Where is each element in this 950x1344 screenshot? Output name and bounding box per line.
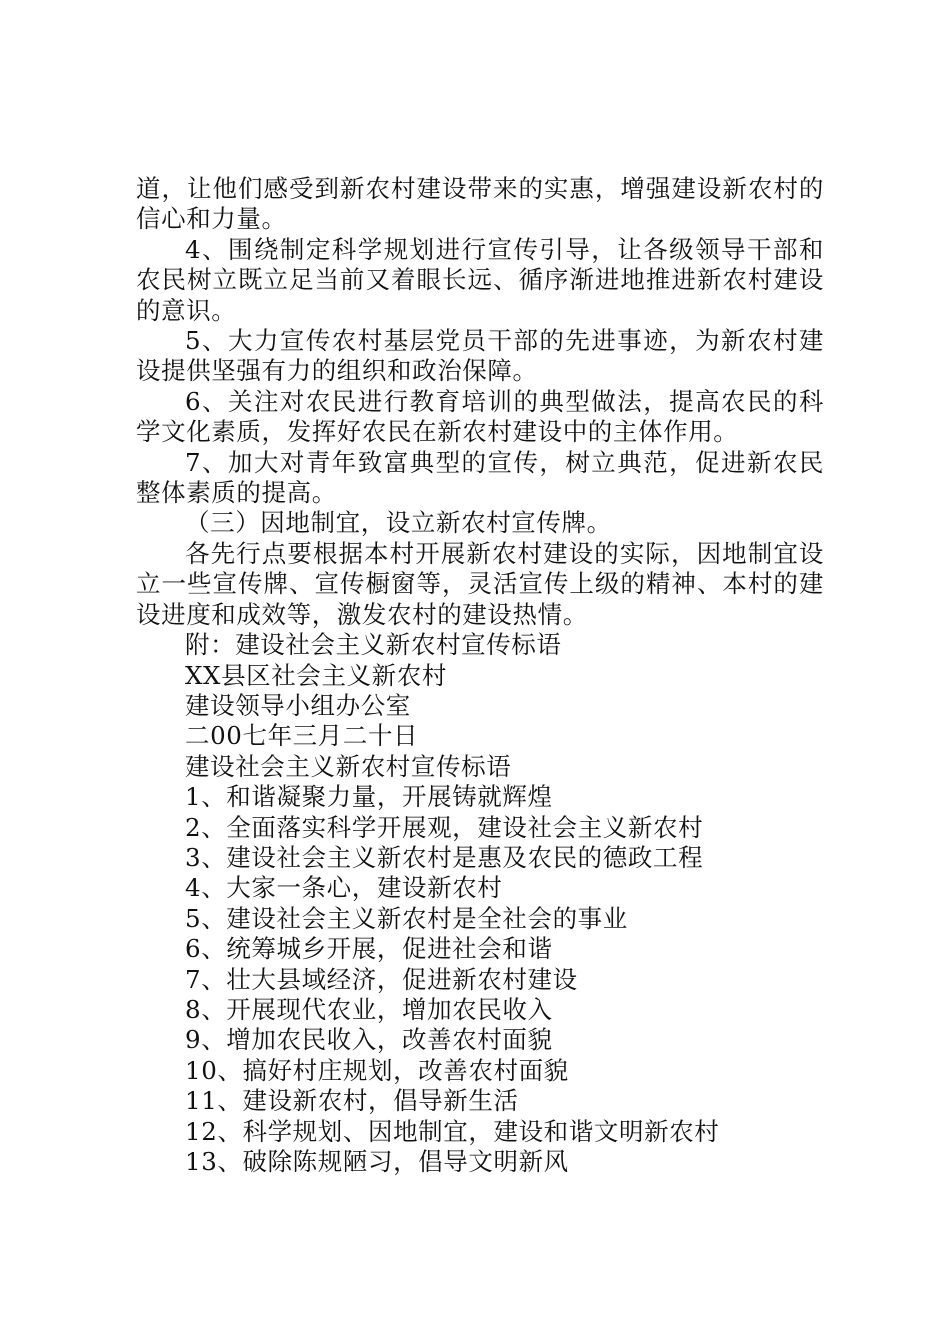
slogan-item: 2、全面落实科学开展观，建设社会主义新农村 (185, 812, 704, 842)
paragraph-item-5: 5、大力宣传农村基层党员干部的先进事迹，为新农村建设提供坚强有力的组织和政治保障。 (136, 326, 824, 386)
slogan-item: 12、科学规划、因地制宜，建设和谐文明新农村 (185, 1116, 720, 1146)
slogan-item: 7、壮大县域经济，促进新农村建设 (185, 964, 578, 994)
signature-date: 二00七年三月二十日 (185, 721, 419, 751)
slogan-item: 13、破除陈规陋习，倡导文明新风 (185, 1147, 569, 1176)
slogan-item: 9、增加农民收入，改善农村面貌 (185, 1025, 553, 1055)
paragraph-item-6: 6、关注对农民进行教育培训的典型做法，提高农民的科学文化素质，发挥好农民在新农村建设中的主体作用。 (136, 386, 824, 447)
slogan-item: 4、大家一条心，建设新农村 (185, 873, 503, 903)
signature-org-line-2: 建设领导小组办公室 (185, 690, 411, 720)
slogan-item: 5、建设社会主义新农村是全社会的事业 (185, 903, 628, 933)
signature-org-line-1: XX县区社会主义新农村 (185, 660, 447, 690)
document-body (136, 174, 824, 1177)
paragraph-item-4: 4、围绕制定科学规划进行宣传引导，让各级领导干部和农民树立既立足当前又着眼长远、循序渐进地推进新农村建设的意识。 (136, 234, 824, 325)
paragraph-continuation: 道，让他们感受到新农村建设带来的实惠，增强建设新农村的信心和力量。 (136, 174, 824, 234)
slogans-title: 建设社会主义新农村宣传标语 (185, 751, 512, 781)
slogan-item: 10、搞好村庄规划，改善农村面貌 (185, 1055, 569, 1085)
slogan-item: 8、开展现代农业，增加农民收入 (185, 994, 553, 1024)
paragraph-item-7: 7、加大对青年致富典型的宣传，树立典范，促进新农民整体素质的提高。 (136, 447, 824, 508)
slogan-item: 3、建设社会主义新农村是惠及农民的德政工程 (185, 842, 704, 872)
paragraph-signboards: 各先行点要根据本村开展新农村建设的实际，因地制宜设立一些宣传牌、宣传橱窗等，灵活宣传上级的精神、本村的建设进度和成效等，激发农村的建设热情。 (136, 538, 824, 629)
slogan-item: 6、统筹城乡开展，促进社会和谐 (185, 934, 553, 964)
slogan-item: 1、和谐凝聚力量，开展铸就辉煌 (185, 782, 553, 812)
slogan-item: 11、建设新农村，倡导新生活 (185, 1086, 519, 1116)
appendix-note: 附：建设社会主义新农村宣传标语 (185, 630, 562, 660)
section-heading-3: （三）因地制宜，设立新农村宣传牌。 (185, 508, 612, 538)
